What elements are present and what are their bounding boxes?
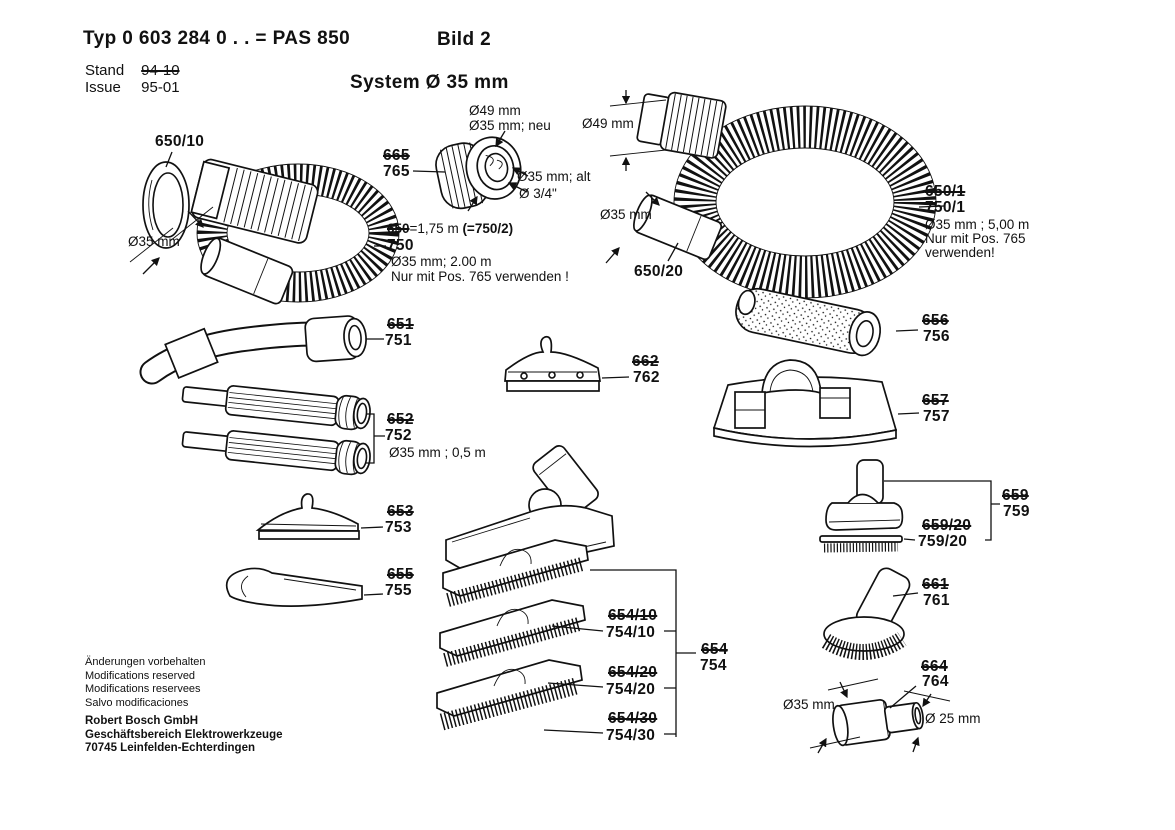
part-656-old-label: 656 <box>922 312 949 329</box>
nozzle-753-drawing <box>258 494 383 539</box>
part-652-old-label: 652 <box>387 411 414 428</box>
part-755-label: 755 <box>385 582 412 599</box>
part-650-10-label: 650/10 <box>155 133 205 150</box>
tubes-752-dim: Ø35 mm ; 0,5 m <box>389 445 486 460</box>
typ-model: PAS 850 <box>272 28 351 49</box>
hose-750-1-note2: verwenden! <box>925 245 995 260</box>
hose-750-dim35: Ø35 mm <box>128 234 180 249</box>
bent-tube-751-drawing <box>152 315 384 378</box>
issue-value: 95-01 <box>141 79 180 96</box>
part-653-old-label: 653 <box>387 503 414 520</box>
reducer-dim-in: Ø35 mm <box>783 697 835 712</box>
adapter-dim35-neu: Ø35 mm; neu <box>469 118 551 133</box>
part-753-label: 753 <box>385 519 412 536</box>
part-751-label: 751 <box>385 332 412 349</box>
hose-750-dim-line: Ø35 mm; 2.00 m <box>391 254 492 269</box>
hose-750-note: Nur mit Pos. 765 verwenden ! <box>391 269 569 284</box>
typ-label: Typ <box>83 28 117 49</box>
part-756-label: 756 <box>923 328 950 345</box>
part-764-label: 764 <box>922 673 949 690</box>
part-657-old-label: 657 <box>922 392 949 409</box>
part-665-old-label: 665 <box>383 147 410 164</box>
part-754-label: 754 <box>700 657 727 674</box>
stand-label: Stand <box>85 62 125 79</box>
part-759-label: 759 <box>1003 503 1030 520</box>
issue-label: Issue <box>85 79 121 96</box>
part-650-1-old-label: 650/1 <box>925 183 966 200</box>
adapter-dim-thread: Ø 3/4" <box>519 186 557 201</box>
stand-value: 94-10 <box>141 62 180 79</box>
part-762-label: 762 <box>633 369 660 386</box>
tubes-752-drawing <box>181 379 385 476</box>
hose-750-1-dim49: Ø49 mm <box>582 116 634 131</box>
adapter-dim49: Ø49 mm <box>469 103 521 118</box>
legal-line: Modifications reservees <box>85 683 201 695</box>
part-662-old-label: 662 <box>632 353 659 370</box>
hose-750-1-note1: Nur mit Pos. 765 <box>925 231 1026 246</box>
floor-brush-set-754-drawing <box>437 443 696 737</box>
legal-line: Änderungen vorbehalten <box>85 656 206 668</box>
adapter-dim35-alt: Ø35 mm; alt <box>517 169 591 184</box>
part-757-label: 757 <box>923 408 950 425</box>
part-754-30-label: 754/30 <box>606 727 656 744</box>
hose-750-drawing <box>130 152 399 305</box>
floor-nozzle-757-drawing <box>714 360 919 447</box>
part-659-20-old-label: 659/20 <box>922 517 972 534</box>
part-750-label: 750 <box>387 237 414 254</box>
part-661-old-label: 661 <box>922 576 949 593</box>
company-line: Robert Bosch GmbH <box>85 715 199 727</box>
adapter-765-drawing <box>413 131 528 212</box>
part-759-20-label: 759/20 <box>918 533 968 550</box>
part-654-30-old-label: 654/30 <box>608 710 658 727</box>
part-650-length-line: 650=1,75 m (=750/2) <box>387 221 514 236</box>
stand-row <box>85 62 180 79</box>
part-754-20-label: 754/20 <box>606 681 656 698</box>
part-761-label: 761 <box>923 592 950 609</box>
company-line: 70745 Leinfelden-Echterdingen <box>85 742 255 754</box>
part-654-20-old-label: 654/20 <box>608 664 658 681</box>
part-659-old-label: 659 <box>1002 487 1029 504</box>
part-664-old-label: 664 <box>921 658 948 675</box>
hose-750-1-dim-line: Ø35 mm ; 5,00 m <box>925 217 1030 232</box>
part-650-20-label: 650/20 <box>634 263 684 280</box>
legal-line: Salvo modificaciones <box>85 696 189 709</box>
part-765-label: 765 <box>383 163 410 180</box>
bild-label: Bild 2 <box>437 29 492 50</box>
part-651-old-label: 651 <box>387 316 414 333</box>
company-line: Geschäftsbereich Elektrowerkzeuge <box>85 728 283 741</box>
crevice-nozzle-755-drawing <box>227 568 383 606</box>
legal-line: Modifications reserved <box>85 669 196 682</box>
part-754-10-label: 754/10 <box>606 624 656 641</box>
system-diameter-title: System Ø 35 mm <box>350 72 509 93</box>
issue-row <box>85 79 180 96</box>
part-752-label: 752 <box>385 427 412 444</box>
typ-number: 0 603 284 0 . . = <box>122 28 267 49</box>
round-brush-761-drawing <box>824 565 918 652</box>
reducer-dim-out: Ø 25 mm <box>925 711 981 726</box>
part-750-1-label: 750/1 <box>925 199 966 216</box>
part-654-old-label: 654 <box>701 641 728 658</box>
tube-756-drawing <box>732 285 918 358</box>
part-655-old-label: 655 <box>387 566 414 583</box>
title-typ-line <box>83 28 350 50</box>
upholstery-nozzle-759-drawing <box>820 460 1000 548</box>
hose-750-1-dim35: Ø35 mm <box>600 207 652 222</box>
legal-block <box>85 656 283 756</box>
part-654-10-old-label: 654/10 <box>608 607 658 624</box>
squeegee-nozzle-762-drawing <box>505 337 629 391</box>
